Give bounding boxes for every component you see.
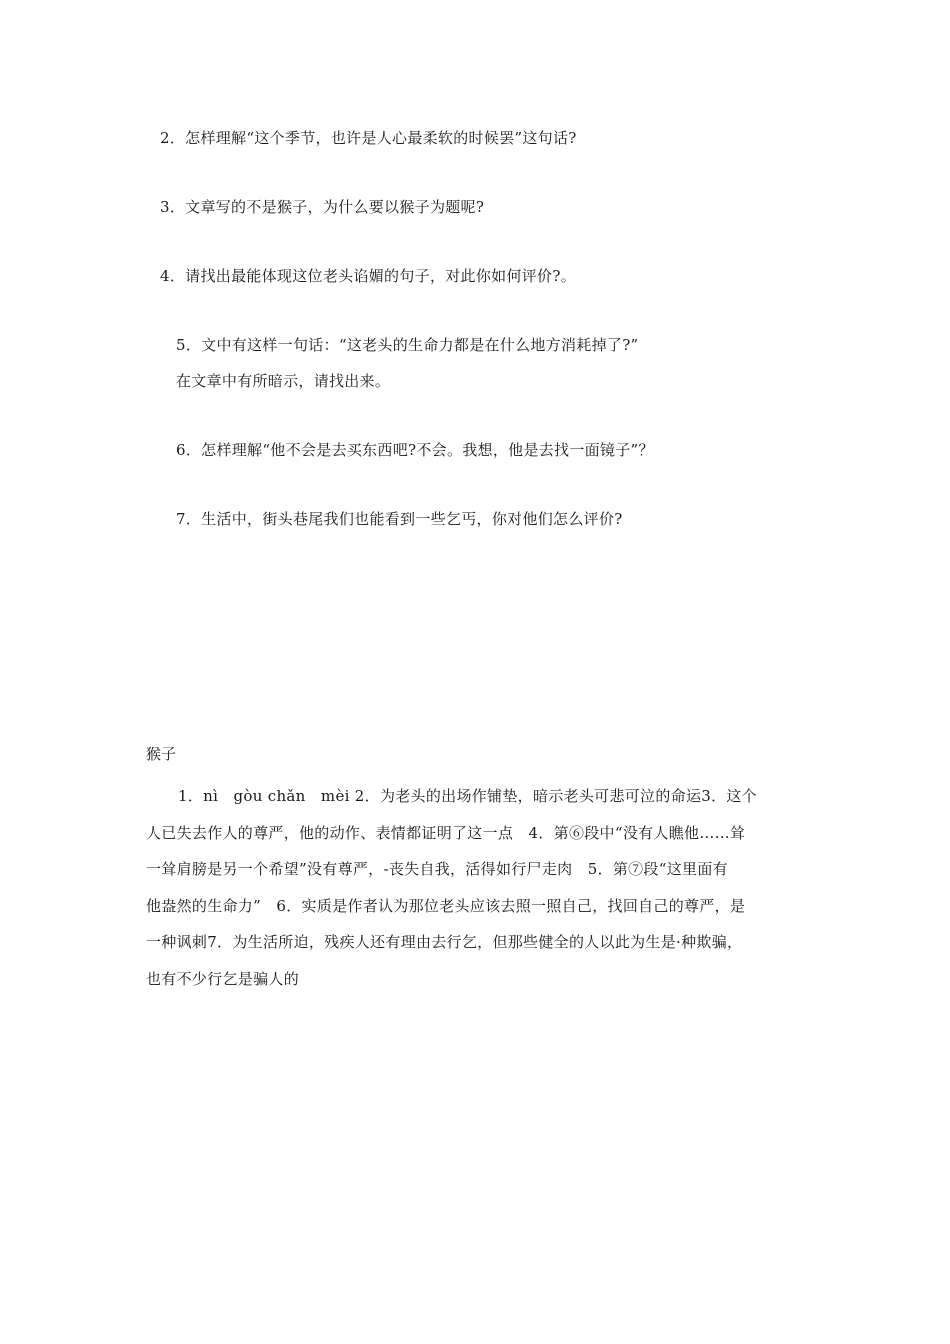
answer-section-title: 猴子 — [146, 745, 177, 763]
question-6: 6．怎样理解“他不会是去买东西吧?不会。我想，他是去找一面镜子”？ — [176, 441, 654, 459]
question-4: 4．请找出最能体现这位老头谄媚的句子，对此你如何评价?。 — [160, 267, 576, 285]
answer-line: 一种讽刺7．为生活所迫，残疾人还有理由去行乞，但那些健全的人以此为生是·种欺骗， — [146, 933, 743, 951]
question-5-continuation: 在文章中有所暗示，请找出来。 — [176, 372, 391, 390]
question-3: 3．文章写的不是猴子，为什么要以猴子为题呢? — [160, 198, 485, 216]
answer-line: 一耸肩膀是另一个希望”没有尊严，-丧失自我，活得如行尸走肉 5．第⑦段“这里面有 — [146, 860, 728, 878]
answer-body — [146, 778, 810, 997]
answer-line: 1．nì gòu chǎn mèi 2．为老头的出场作铺垫，暗示老头可悲可泣的命运3．这个 — [178, 787, 757, 805]
answer-line: 人已失去作人的尊严，他的动作、表情都证明了这一点 4．第⑥段中“没有人瞧他……耸 — [146, 823, 746, 842]
question-5: 5．文中有这样一句话：“这老头的生命力都是在什么地方消耗掉了?” — [176, 336, 639, 354]
question-7: 7．生活中，街头巷尾我们也能看到一些乞丐，你对他们怎么评价? — [176, 510, 623, 528]
question-2: 2．怎样理解“这个季节，也许是人心最柔软的时候罢”这句话? — [160, 129, 577, 147]
answer-line: 他盎然的生命力” 6．实质是作者认为那位老头应该去照一照自己，找回自己的尊严，是 — [146, 896, 746, 915]
answer-line: 也有不少行乞是骗人的 — [146, 969, 300, 988]
